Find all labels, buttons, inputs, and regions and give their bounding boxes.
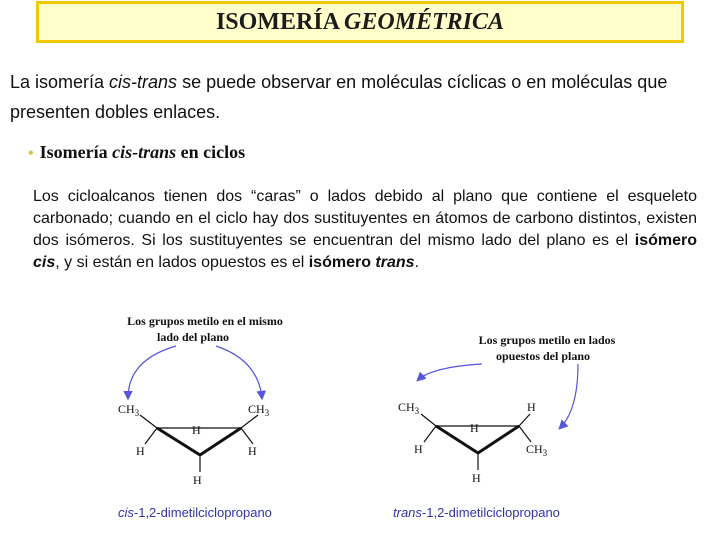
trans-ch3-right: $CH_3$ [526, 442, 548, 458]
cis-ch3-left: $CH_3$ [118, 402, 140, 418]
trans-arrow-right [560, 364, 578, 428]
cis-arrow-left [128, 346, 176, 398]
section-part-1: Isomería [39, 142, 113, 162]
para-bold-italic-cis: cis [33, 254, 56, 271]
intro-italic: cis-trans [109, 72, 178, 92]
section-part-3: en ciclos [176, 142, 246, 162]
para-bold-2: isómero [308, 254, 376, 271]
para-bold-italic-trans: trans [375, 254, 415, 271]
cis-ch3-right: $CH_3$ [248, 402, 270, 418]
cis-note-line-2: lado del plano [156, 330, 230, 344]
cis-h-bottom: H [193, 473, 202, 487]
trans-h-top-right: H [527, 400, 536, 414]
para-text-3: . [414, 254, 419, 271]
title-main: ISOMERÍA [215, 9, 340, 35]
bullet-icon: • [28, 145, 34, 162]
intro-part-3: se puede observar en moléculas cíclicas o en moléculas que presenten dobles enlaces. [10, 72, 668, 122]
cis-caption: cis-1,2-dimetilciclopropano [118, 505, 272, 520]
trans-ch3-left: $CH_3$ [398, 400, 420, 416]
cis-arrow-right [216, 346, 262, 398]
trans-note-line-2: opuestos del plano [495, 349, 591, 363]
trans-h-left: H [414, 442, 423, 456]
para-bold-1: isómero [634, 232, 697, 249]
trans-caption: trans-1,2-dimetilciclopropano [393, 505, 560, 520]
trans-note-line-1: Los grupos metilo en lados [478, 333, 616, 347]
trans-arrow-left [418, 364, 482, 380]
trans-molecule [393, 333, 616, 520]
cis-h-top: H [192, 423, 201, 437]
section-italic: cis-trans [112, 142, 177, 162]
trans-h-top: H [470, 421, 479, 435]
cis-h-right: H [248, 444, 257, 458]
para-text-1: Los cicloalcanos tienen dos “caras” o lados debido al plano que contiene el esqueleto carbonado; cuando en el ciclo hay dos sustituyentes en átomos de carbono distintos, existen dos isómeros. Si los sustituyentes se encuentran del mismo lado del plano es el [33, 188, 697, 249]
title-emph: GEOMÉTRICA [343, 9, 505, 35]
para-text-2: , y si están en lados opuestos es el [55, 254, 309, 271]
trans-h-bottom: H [472, 471, 481, 485]
intro-part-1: La isomería [10, 72, 110, 92]
cis-note-line-1: Los grupos metilo en el mismo [127, 314, 283, 328]
cis-h-left: H [136, 444, 145, 458]
cis-molecule [118, 314, 283, 520]
